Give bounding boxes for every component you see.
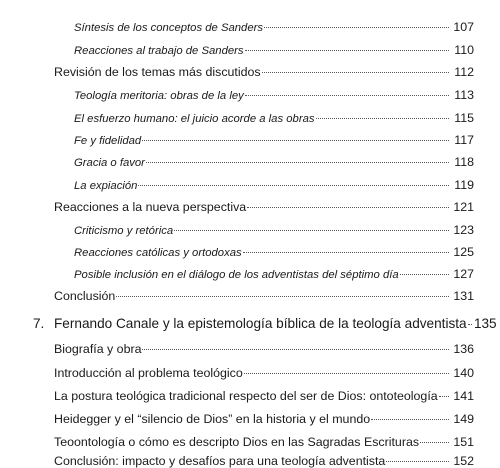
toc-entry-title: Revisión de los temas más discutidos (54, 65, 261, 79)
toc-entry (0, 435, 500, 449)
dot-leader (243, 252, 449, 253)
toc-entry-page: 125 (453, 245, 474, 259)
toc-entry (0, 20, 500, 34)
dot-leader (245, 95, 449, 96)
toc-entry-title: Reacciones católicas y ortodoxas (74, 247, 242, 259)
toc-entry-title: Posible inclusión en el diálogo de los adventistas del séptimo día (74, 269, 399, 281)
dot-leader (386, 461, 449, 462)
toc-entry (0, 200, 500, 214)
toc-chapter (0, 316, 500, 331)
toc-entry-title: Biografía y obra (54, 342, 142, 356)
dot-leader (244, 373, 449, 374)
toc-entry-title: Introducción al problema teológico (54, 366, 243, 380)
toc-entry (0, 111, 500, 125)
dot-leader (174, 230, 449, 231)
toc-entry-page: 115 (454, 111, 474, 125)
toc-entry (0, 389, 500, 403)
toc-entry-page: 121 (453, 200, 474, 214)
toc-entry-title: El esfuerzo humano: el juicio acorde a las obras (74, 113, 315, 125)
toc-entry-page: 149 (453, 412, 474, 426)
toc-entry (0, 43, 500, 57)
dot-leader (420, 442, 449, 443)
toc-entry-title: Heidegger y el “silencio de Dios” en la historia y el mundo (54, 412, 371, 426)
toc-entry (0, 289, 500, 303)
toc-entry-title: Fe y fidelidad (74, 135, 142, 147)
toc-entry-title: Teología meritoria: obras de la ley (74, 90, 244, 102)
toc-entry (0, 155, 500, 169)
toc-entry-page: 141 (453, 389, 474, 403)
toc-entry-title: La postura teológica tradicional respecto del ser de Dios: ontoteología (54, 389, 438, 403)
toc-entry-page: 118 (454, 155, 474, 169)
toc-entry-page: 136 (453, 342, 474, 356)
toc-entry (0, 366, 500, 380)
toc-entry (0, 223, 500, 237)
toc-entry-page: 140 (453, 366, 474, 380)
toc-entry-title: Teoontología o cómo es descripto Dios en las Sagradas Escrituras (54, 435, 420, 449)
toc-entry-title: Conclusión: impacto y desafíos para una teología adventista (54, 454, 386, 468)
toc-entry (0, 412, 500, 426)
toc-entry-page: 135 (473, 316, 497, 331)
toc-entry (0, 133, 500, 147)
chapter-number: 7. (33, 316, 45, 331)
toc-entry-title: Gracia o favor (74, 157, 145, 169)
toc-entry (0, 267, 500, 281)
dot-leader (371, 419, 449, 420)
dot-leader (439, 396, 449, 397)
toc-entry-page: 117 (454, 133, 474, 147)
dot-leader (316, 118, 449, 119)
dot-leader (146, 162, 449, 163)
toc-entry-page: 113 (454, 88, 474, 102)
dot-leader (262, 72, 449, 73)
dot-leader (142, 140, 449, 141)
dot-leader (468, 324, 472, 325)
toc-entry (0, 454, 500, 468)
toc-entry (0, 65, 500, 79)
toc-entry-page: 151 (453, 435, 474, 449)
toc-entry-title: La expiación (74, 180, 138, 192)
toc-entry-page: 131 (453, 289, 474, 303)
dot-leader (400, 274, 449, 275)
toc-entry (0, 178, 500, 192)
toc-entry-page: 119 (454, 178, 474, 192)
toc-entry-page: 107 (453, 20, 474, 34)
toc-entry-page: 112 (454, 65, 474, 79)
toc-entry-page: 127 (453, 267, 474, 281)
dot-leader (116, 296, 449, 297)
dot-leader (264, 27, 449, 28)
toc-chapter-title: Fernando Canale y la epistemología bíblica de la teología adventista (54, 316, 467, 331)
dot-leader (138, 185, 449, 186)
toc-entry (0, 245, 500, 259)
toc-entry-title: Criticismo y retórica (74, 225, 174, 237)
dot-leader (247, 207, 449, 208)
toc-entry-page: 123 (453, 223, 474, 237)
toc-entry-title: Reacciones a la nueva perspectiva (54, 200, 247, 214)
toc-entry-page: 110 (454, 43, 474, 57)
toc-entry-title: Síntesis de los conceptos de Sanders (74, 22, 264, 34)
toc-entry (0, 88, 500, 102)
dot-leader (142, 349, 449, 350)
toc-entry-page: 152 (453, 454, 474, 468)
dot-leader (245, 50, 449, 51)
toc-entry-title: Reacciones al trabajo de Sanders (74, 45, 244, 57)
toc-entry-title: Conclusión (54, 289, 116, 303)
toc-entry (0, 342, 500, 356)
